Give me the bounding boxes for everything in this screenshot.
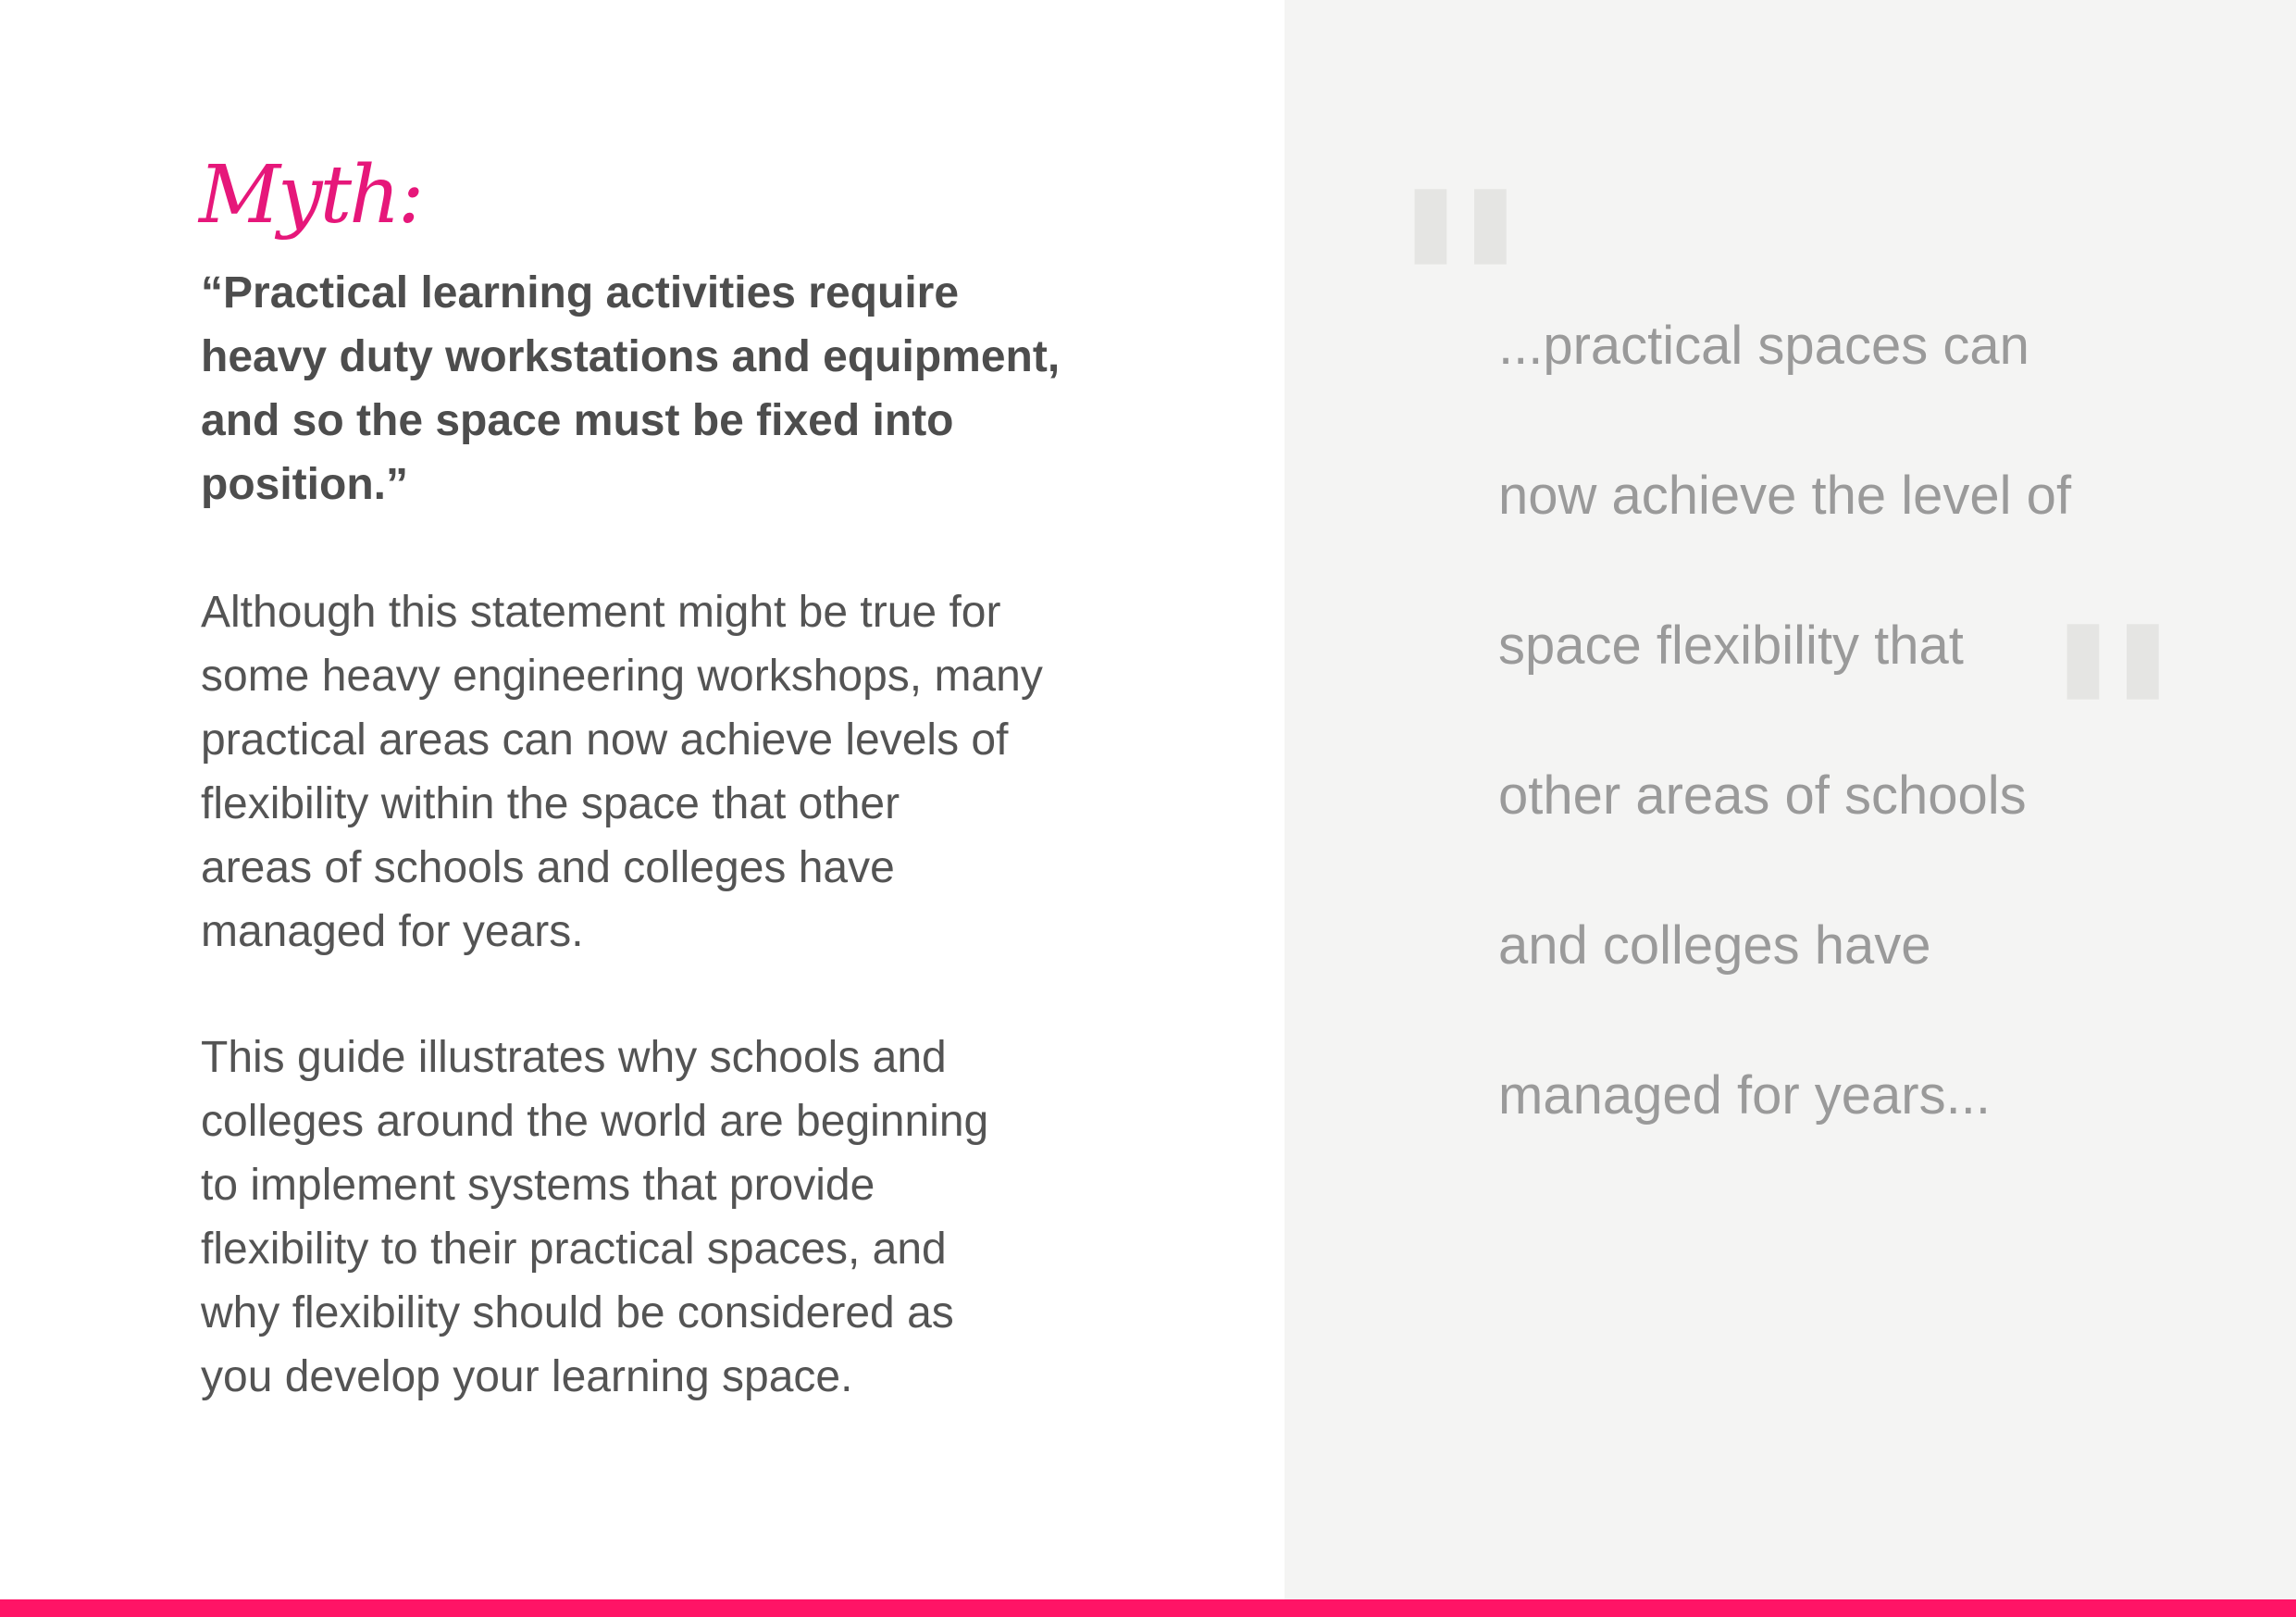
- body-line: flexibility to their practical spaces, and: [201, 1225, 947, 1274]
- close-quote-mark: ": [2041, 569, 2186, 892]
- myth-statement-line: heavy duty workstations and equipment,: [201, 332, 1061, 381]
- body-paragraph-1: [201, 580, 1163, 964]
- body-line: flexibility within the space that other: [201, 779, 900, 828]
- pull-quote-line: ...practical spaces can: [1498, 316, 2029, 376]
- body-line: managed for years.: [201, 907, 584, 956]
- body-line: some heavy engineering workshops, many: [201, 652, 1043, 701]
- body-line: to implement systems that provide: [201, 1161, 875, 1210]
- body-line: you develop your learning space.: [201, 1352, 853, 1401]
- myth-heading: Myth:: [199, 149, 422, 242]
- body-line: Although this statement might be true for: [201, 588, 1001, 637]
- body-line: why flexibility should be considered as: [201, 1288, 954, 1337]
- body-line: colleges around the world are beginning: [201, 1097, 989, 1146]
- body-line: This guide illustrates why schools and: [201, 1033, 947, 1082]
- pull-quote-line: and colleges have: [1498, 915, 1931, 976]
- open-quote-mark: ": [1388, 134, 1533, 457]
- body-paragraph-2: [201, 1026, 1163, 1409]
- myth-statement-line: “Practical learning activities require: [201, 268, 960, 317]
- body-line: practical areas can now achieve levels of: [201, 715, 1009, 765]
- myth-statement: [201, 261, 1163, 516]
- pull-quote-line: managed for years...: [1498, 1065, 1991, 1126]
- myth-statement-line: position.”: [201, 460, 408, 509]
- pull-quote-line: other areas of schools: [1498, 765, 2027, 826]
- pull-quote-line: now achieve the level of: [1498, 466, 2072, 526]
- pull-quote: [1498, 233, 2202, 1208]
- pull-quote-line: space flexibility that: [1498, 616, 1964, 676]
- body-line: areas of schools and colleges have: [201, 843, 895, 892]
- myth-statement-line: and so the space must be fixed into: [201, 396, 954, 445]
- accent-bottom-bar: [0, 1599, 2296, 1617]
